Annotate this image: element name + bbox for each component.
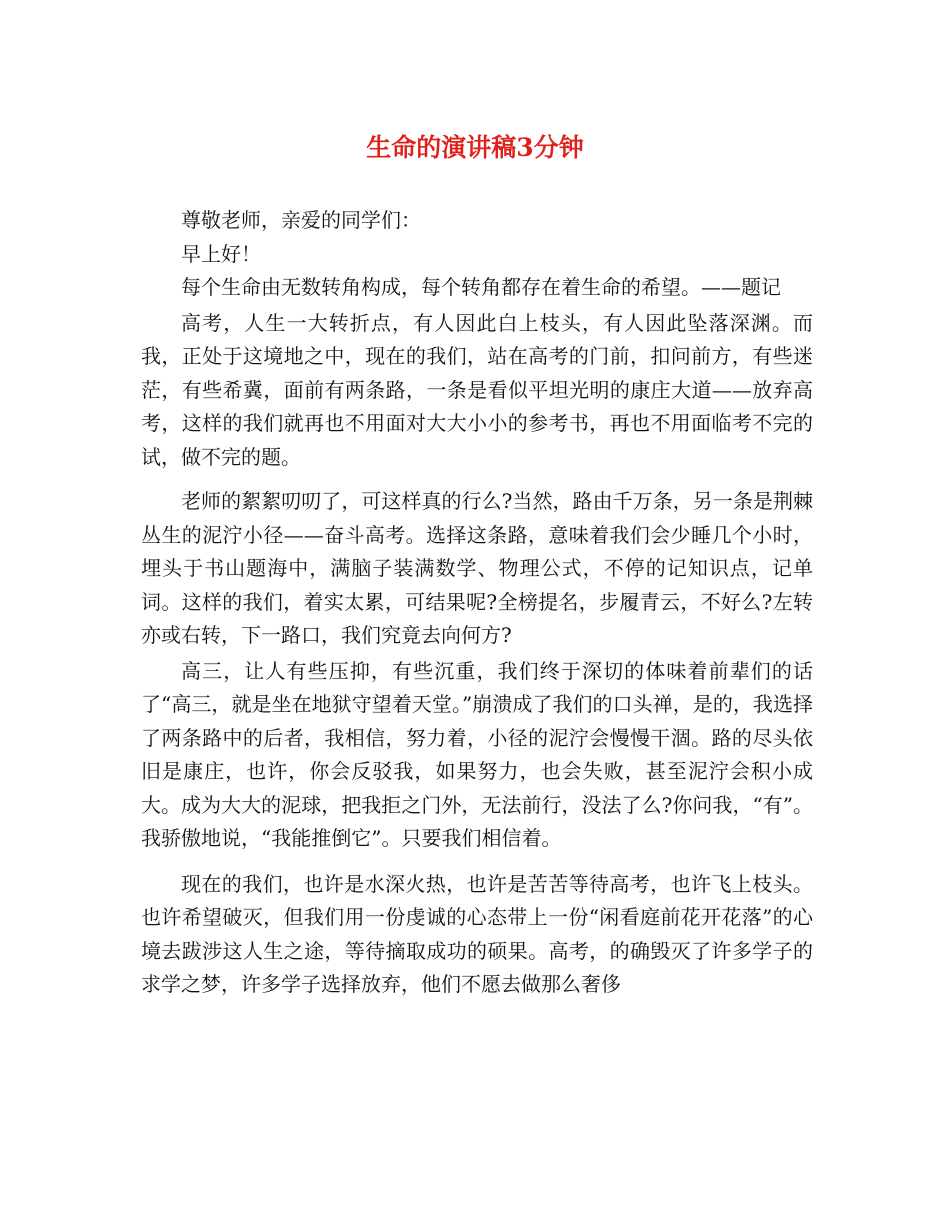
paragraph-good-morning: 早上好！: [181, 241, 261, 266]
paragraph-body: 老师的絮絮叨叨了，可这样真的行么?当然，路由千万条，另一条是荆棘丛生的泥泞小径——奋斗高考。选择这条路，意味着我们会少睡几个小时，埋头于书山题海中，满脑子装满数学、物理公式，不停的记知识点，记单词。这样的我们，着实太累，可结果呢?全榜提名，步履青云，不好么?左转亦或右转，下一路口，我们究竟去向何方?: [141, 489, 813, 647]
paragraph-body: 高考，人生一大转折点，有人因此白上枝头，有人因此坠落深渊。而我，正处于这境地之中，现在的我们，站在高考的门前，扣问前方，有些迷茫，有些希冀，面前有两条路，一条是看似平坦光明的康庄大道——放弃高考，这样的我们就再也不用面对大大小小的参考书，再也不用面临考不完的试，做不完的题。: [141, 310, 813, 469]
paragraph-body: 高三，让人有些压抑，有些沉重，我们终于深切的体味着前辈们的话了“高三，就是坐在地狱守望着天堂。”崩溃成了我们的口头禅，是的，我选择了两条路中的后者，我相信，努力着，小径的泥泞会慢慢干涸。路的尽头依旧是康庄，也许，你会反驳我，如果努力，也会失败，甚至泥泞会积小成大。成为大大的泥球，把我拒之门外，无法前行，没法了么?你问我，“有”。我骄傲地说，“我能推倒它”。只要我们相信着。: [141, 658, 813, 850]
paragraph-epigraph: 每个生命由无数转角构成，每个转角都存在着生命的希望。——题记: [181, 275, 781, 299]
document-body: [141, 204, 813, 1002]
paragraph-greeting: 尊敬老师，亲爱的同学们：: [181, 208, 421, 232]
document-title: 生命的演讲稿3分钟: [366, 133, 584, 162]
paragraph-body: 现在的我们，也许是水深火热，也许是苦苦等待高考，也许飞上枝头。也许希望破灭，但我们用一份虔诚的心态带上一份“闲看庭前花开花落”的心境去跋涉这人生之途，等待摘取成功的硕果。高考，的确毁灭了许多学子的求学之梦，许多学子选择放弃，他们不愿去做那么奢侈: [141, 871, 813, 996]
